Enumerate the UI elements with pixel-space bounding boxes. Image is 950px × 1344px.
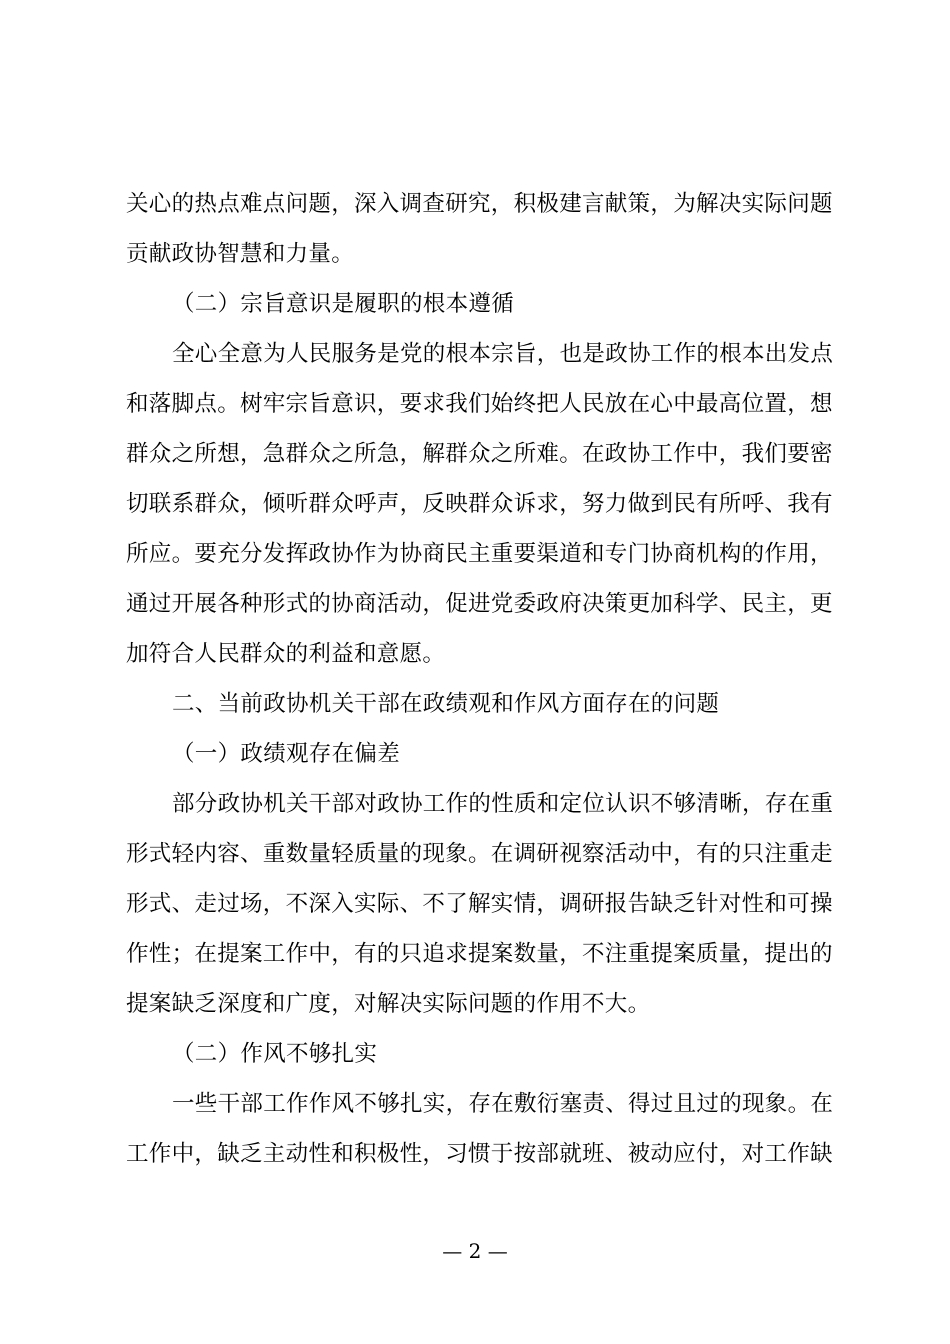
body-text-line: 加符合人民群众的利益和意愿。 (126, 641, 446, 667)
body-text-line: 部分政协机关干部对政协工作的性质和定位认识不够清晰，存在重 (172, 791, 834, 817)
body-text-line: 全心全意为人民服务是党的根本宗旨，也是政协工作的根本出发点 (172, 341, 834, 367)
body-text-line: 提案缺乏深度和广度，对解决实际问题的作用不大。 (126, 991, 651, 1017)
body-text-line: 一些干部工作作风不够扎实，存在敷衍塞责、得过且过的现象。在 (172, 1091, 834, 1117)
section-heading: （二）作风不够扎实 (172, 1041, 378, 1067)
body-text-line: 群众之所想，急群众之所急，解群众之所难。在政协工作中，我们要密 (126, 441, 833, 467)
body-text-line: 切联系群众，倾听群众呼声，反映群众诉求，努力做到民有所呼、我有 (126, 491, 833, 517)
section-heading: （二）宗旨意识是履职的根本遵循 (172, 291, 515, 317)
body-text-line: 通过开展各种形式的协商活动，促进党委政府决策更加科学、民主，更 (126, 591, 833, 617)
section-heading: （一）政绩观存在偏差 (172, 741, 401, 767)
body-text-line: 和落脚点。树牢宗旨意识，要求我们始终把人民放在心中最高位置，想 (126, 391, 833, 417)
body-text-line: 工作中，缺乏主动性和积极性，习惯于按部就班、被动应付，对工作缺 (126, 1141, 833, 1167)
body-text-line: 形式、走过场，不深入实际、不了解实情，调研报告缺乏针对性和可操 (126, 891, 833, 917)
body-text-line: 关心的热点难点问题，深入调查研究，积极建言献策，为解决实际问题 (126, 191, 833, 217)
body-text-line: 作性；在提案工作中，有的只追求提案数量，不注重提案质量，提出的 (126, 941, 833, 967)
body-text-line: 所应。要充分发挥政协作为协商民主重要渠道和专门协商机构的作用， (126, 541, 833, 567)
page-number: — 2 — (442, 1239, 508, 1263)
chapter-heading: 二、当前政协机关干部在政绩观和作风方面存在的问题 (172, 691, 720, 717)
body-text-line: 贡献政协智慧和力量。 (126, 241, 355, 267)
body-text-line: 形式轻内容、重数量轻质量的现象。在调研视察活动中，有的只注重走 (126, 841, 833, 867)
